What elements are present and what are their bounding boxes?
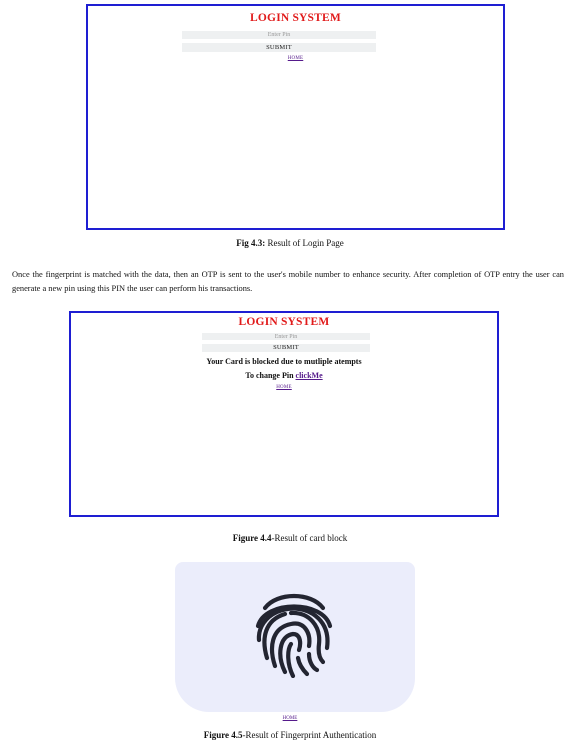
- home-link[interactable]: HOME: [276, 385, 292, 390]
- figure-caption-4-3: [0, 238, 580, 248]
- home-link[interactable]: HOME: [282, 716, 298, 721]
- body-paragraph: Once the fingerprint is matched with the data, then an OTP is sent to the user's mobile number to enhance security. After completion of OTP entry the user can generate a new pin using this PIN the user can perform his transactions.: [12, 270, 564, 293]
- click-me-link[interactable]: clickMe: [295, 371, 323, 380]
- change-pin-text: To change Pin: [245, 371, 296, 380]
- login-title: LOGIN SYSTEM: [250, 12, 341, 24]
- caption-number: Fig 4.3:: [236, 238, 266, 248]
- change-pin-line: [71, 371, 497, 380]
- pin-input[interactable]: [182, 31, 376, 39]
- caption-text: -Result of Fingerprint Authentication: [242, 730, 377, 740]
- caption-number: Figure 4.4: [232, 533, 272, 543]
- pin-input[interactable]: [202, 333, 370, 340]
- blocked-message: Your Card is blocked due to mutliple atempts: [206, 357, 362, 366]
- caption-number: Figure 4.5: [203, 730, 243, 740]
- submit-button[interactable]: SUBMIT: [182, 43, 376, 52]
- caption-text: Result of Login Page: [265, 238, 344, 248]
- fingerprint-icon: [251, 588, 337, 678]
- figure-caption-4-5: [0, 730, 580, 740]
- figure-caption-4-4: [0, 533, 580, 543]
- login-title: LOGIN SYSTEM: [238, 316, 330, 328]
- caption-text: -Result of card block: [271, 533, 348, 543]
- submit-button[interactable]: SUBMIT: [202, 344, 370, 352]
- home-link[interactable]: HOME: [287, 56, 304, 61]
- card-block-screenshot: [69, 311, 499, 517]
- login-page-screenshot: [86, 4, 505, 230]
